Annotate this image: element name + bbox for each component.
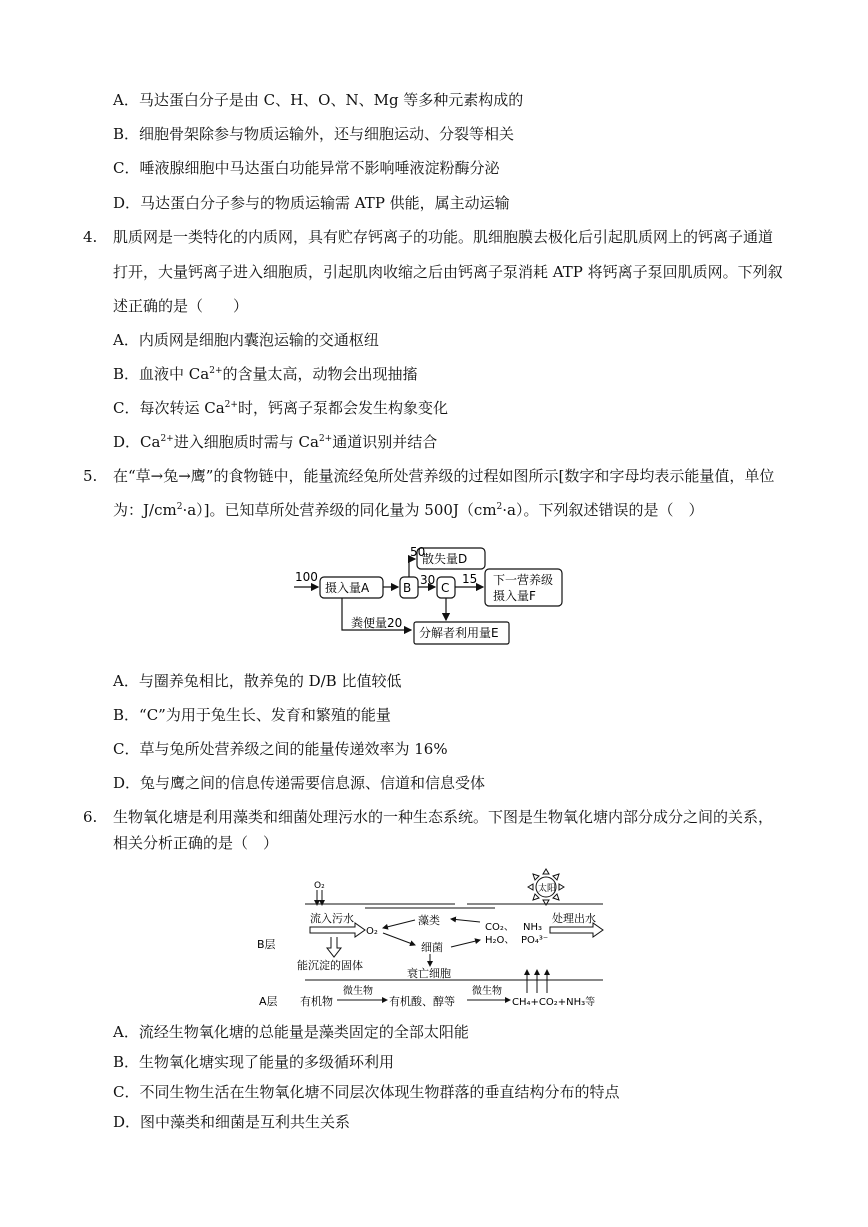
sun-icon — [528, 869, 564, 905]
settleable-solids-label: 能沉淀的固体 — [297, 959, 363, 972]
q4-stem-line-1: 肌质网是一类特化的内质网，具有贮存钙离子的功能。肌细胞膜去极化后引起肌质网上的钙离子通道 — [113, 228, 774, 246]
value-50: 50 — [410, 545, 426, 559]
q4-option-b: B．血液中 $Ca^{2+}$的含量太高，动物会出现抽搐 — [113, 365, 418, 383]
q3-option-c: C．唾液腺细胞中马达蛋白功能异常不影响唾液淀粉酶分泌 — [113, 159, 500, 177]
layer-b-label: B层 — [257, 938, 276, 951]
box-b: B — [403, 581, 412, 595]
q5-option-b: B．“C”为用于兔生长、发育和繁殖的能量 — [113, 706, 391, 724]
box-decomposer-e: 分解者利用量E — [419, 626, 499, 640]
microbe-label-2: 微生物 — [472, 986, 502, 997]
h2o-label: H₂O、 — [485, 935, 515, 946]
q6-option-d: D．图中藻类和细菌是互利共生关系 — [113, 1113, 351, 1131]
dead-cells-label: 衰亡细胞 — [407, 967, 451, 980]
q5-option-a: A．与圈养兔相比，散养兔的 D/B 比值较低 — [113, 672, 402, 690]
q5-stem-line-2: 为：$J/cm^2\cdot a$）]。已知草所处营养级的同化量为 $500J(cm^2\cdot a)$。下列叙述错误的是（ ） — [113, 501, 704, 519]
energy-flow-diagram — [290, 540, 580, 650]
box-next-level-line-1: 下一营养级 — [493, 573, 554, 587]
q4-stem-line-2: 打开，大量钙离子进入细胞质，引起肌肉收缩之后由钙离子泵消耗 ATP 将钙离子泵回肌质网。下列叙 — [113, 263, 783, 281]
organic-matter-label: 有机物 — [300, 995, 333, 1008]
value-15: 15 — [462, 572, 478, 586]
q5-option-d: D．兔与鹰之间的信息传递需要信息源、信道和信息受体 — [113, 774, 486, 792]
feces-label: 粪便量20 — [351, 616, 403, 630]
co2-label: CO₂、 — [485, 922, 514, 933]
bacteria-label: 细菌 — [421, 941, 443, 954]
layer-a-label: A层 — [259, 995, 278, 1008]
q6-option-c: C．不同生物生活在生物氧化塘不同层次体现生物群落的垂直结构分布的特点 — [113, 1083, 620, 1101]
q3-option-b: B．细胞骨架除参与物质运输外，还与细胞运动、分裂等相关 — [113, 125, 515, 143]
organic-acids-label: 有机酸、醇等 — [389, 995, 455, 1008]
q6-stem-line-1: 生物氧化塘是利用藻类和细菌处理污水的一种生态系统。下图是生物氧化塘内部分成分之间的关系， — [113, 808, 774, 826]
q4-option-d: D．$Ca^{2+}$进入细胞质时需与 $Ca^{2+}$通道识别并结合 — [113, 433, 438, 451]
microbe-label-1: 微生物 — [343, 986, 373, 997]
gas-products-label: CH₄+CO₂+NH₃等 — [512, 997, 596, 1008]
q6-stem-line-2: 相关分析正确的是（ ） — [113, 834, 279, 852]
q4-stem-line-3: 述正确的是（ ） — [113, 297, 249, 315]
box-intake-a: 摄入量A — [325, 581, 370, 595]
q3-option-a: A．马达蛋白分子是由 C、H、O、N、Mg 等多种元素构成的 — [113, 91, 524, 109]
q6-option-a: A．流经生物氧化塘的总能量是藻类固定的全部太阳能 — [113, 1023, 469, 1041]
value-30: 30 — [420, 573, 436, 587]
q6-number: 6. — [83, 808, 98, 826]
oxygen-label: O₂ — [366, 926, 378, 937]
q6-option-b: B．生物氧化塘实现了能量的多级循环利用 — [113, 1053, 395, 1071]
q4-number: 4. — [83, 228, 98, 246]
q5-stem-line-1: 在“草→兔→鹰”的食物链中，能量流经兔所处营养级的过程如图所示[数字和字母均表示能量值，单位 — [113, 467, 775, 485]
outflow-label: 处理出水 — [552, 912, 596, 925]
inflow-label: 流入污水 — [310, 912, 354, 925]
box-next-level-line-2: 摄入量F — [493, 589, 536, 603]
po4-label: PO₄³⁻ — [521, 935, 549, 946]
q5-number: 5. — [83, 467, 98, 485]
algae-label: 藻类 — [418, 914, 440, 927]
nh3-label: NH₃ — [523, 922, 543, 933]
box-loss-d: 散失量D — [422, 552, 468, 566]
q3-option-d: D．马达蛋白分子参与的物质运输需 ATP 供能，属主动运输 — [113, 194, 510, 212]
q5-option-c: C．草与兔所处营养级之间的能量传递效率为 16% — [113, 740, 448, 758]
input-value-100: 100 — [295, 570, 318, 584]
q4-option-c: C．每次转运 $Ca^{2+}$时，钙离子泵都会发生构象变化 — [113, 399, 448, 417]
oxidation-pond-diagram — [255, 860, 620, 1010]
sun-label: 太阳 — [538, 884, 557, 894]
oxygen-top-label: O₂ — [314, 881, 325, 891]
box-c: C — [441, 581, 450, 595]
q4-option-a: A．内质网是细胞内囊泡运输的交通枢纽 — [113, 331, 379, 349]
